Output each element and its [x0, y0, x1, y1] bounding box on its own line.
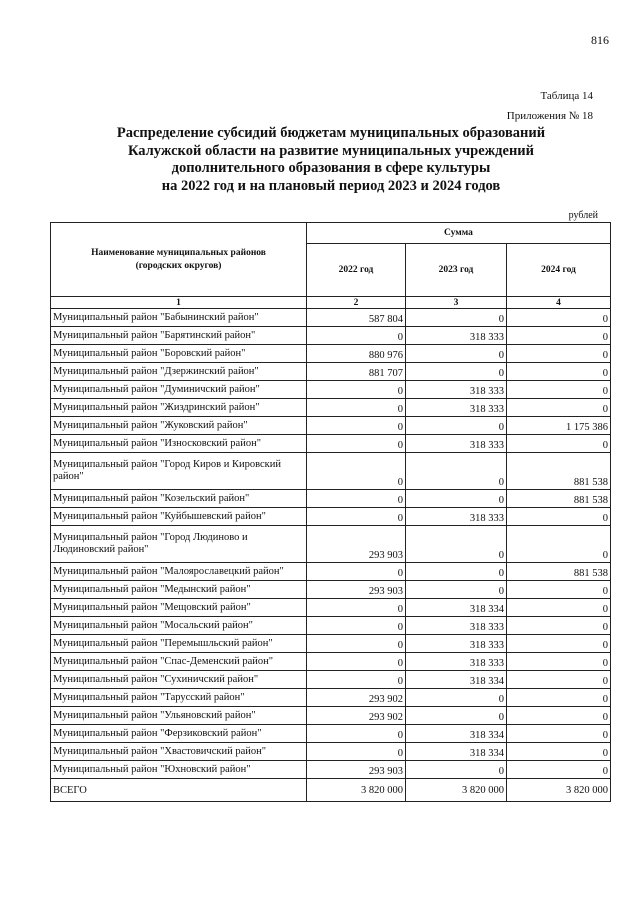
- total-2023: 3 820 000: [406, 779, 507, 802]
- amount-2022: 0: [307, 327, 406, 345]
- amount-2022: 293 903: [307, 761, 406, 779]
- amount-2022: 293 902: [307, 689, 406, 707]
- total-2022: 3 820 000: [307, 779, 406, 802]
- district-name: Муниципальный район "Малоярославецкий район": [51, 563, 307, 581]
- amount-2022: 880 976: [307, 345, 406, 363]
- amount-2022: 0: [307, 599, 406, 617]
- column-number: 1: [51, 297, 307, 309]
- amount-2024: 881 538: [507, 563, 611, 581]
- header-sum: Сумма: [307, 223, 611, 244]
- amount-2022: 0: [307, 635, 406, 653]
- column-number: 3: [406, 297, 507, 309]
- table-row: [51, 526, 611, 563]
- amount-2022: 0: [307, 490, 406, 508]
- district-name: Муниципальный район "Перемышльский район": [51, 635, 307, 653]
- table-row: [51, 617, 611, 635]
- amount-2023: 0: [406, 563, 507, 581]
- amount-2024: 0: [507, 435, 611, 453]
- district-name: Муниципальный район "Мосальский район": [51, 617, 307, 635]
- district-name: Муниципальный район "Город Людиново и Людиновский район": [51, 526, 307, 563]
- table-row: [51, 490, 611, 508]
- title-line: дополнительного образования в сфере культуры: [171, 160, 491, 176]
- table-row: [51, 725, 611, 743]
- district-name: Муниципальный район "Ульяновский район": [51, 707, 307, 725]
- amount-2024: 0: [507, 399, 611, 417]
- amount-2024: 0: [507, 309, 611, 327]
- district-name: Муниципальный район "Дзержинский район": [51, 363, 307, 381]
- table-row: [51, 453, 611, 490]
- table-row: [51, 327, 611, 345]
- amount-2022: 0: [307, 743, 406, 761]
- amount-2024: 0: [507, 689, 611, 707]
- amount-2024: 0: [507, 653, 611, 671]
- table-row: [51, 345, 611, 363]
- total-2024: 3 820 000: [507, 779, 611, 802]
- amount-2023: 318 334: [406, 743, 507, 761]
- amount-2022: 0: [307, 508, 406, 526]
- amount-2024: 0: [507, 345, 611, 363]
- title-line: Калужской области на развитие муниципальных учреждений: [127, 142, 535, 159]
- district-name: Муниципальный район "Износковский район": [51, 435, 307, 453]
- units-label: рублей: [568, 210, 598, 221]
- amount-2023: 318 333: [406, 617, 507, 635]
- district-name: Муниципальный район "Думиничский район": [51, 381, 307, 399]
- amount-2023: 0: [406, 581, 507, 599]
- district-name: Муниципальный район "Жиздринский район": [51, 399, 307, 417]
- amount-2022: 0: [307, 725, 406, 743]
- amount-2023: 0: [406, 345, 507, 363]
- amount-2024: 0: [507, 743, 611, 761]
- amount-2024: 0: [507, 327, 611, 345]
- district-name: Муниципальный район "Жуковский район": [51, 417, 307, 435]
- amount-2024: 0: [507, 599, 611, 617]
- amount-2022: 293 902: [307, 707, 406, 725]
- subsidy-table: [50, 222, 611, 802]
- amount-2024: 0: [507, 381, 611, 399]
- amount-2023: 0: [406, 526, 507, 563]
- amount-2024: 0: [507, 707, 611, 725]
- amount-2022: 0: [307, 417, 406, 435]
- amount-2024: 0: [507, 581, 611, 599]
- district-name: Муниципальный район "Сухиничский район": [51, 671, 307, 689]
- table-row: [51, 635, 611, 653]
- amount-2023: 318 334: [406, 671, 507, 689]
- header-year-2024: 2024 год: [507, 244, 611, 297]
- amount-2022: 0: [307, 435, 406, 453]
- amount-2023: 318 333: [406, 435, 507, 453]
- amount-2024: 1 175 386: [507, 417, 611, 435]
- amount-2024: 0: [507, 761, 611, 779]
- district-name: Муниципальный район "Медынский район": [51, 581, 307, 599]
- amount-2024: 0: [507, 526, 611, 563]
- table-row: [51, 563, 611, 581]
- amount-2023: 0: [406, 490, 507, 508]
- amount-2024: 0: [507, 363, 611, 381]
- amount-2023: 0: [406, 417, 507, 435]
- district-name: Муниципальный район "Боровский район": [51, 345, 307, 363]
- amount-2024: 0: [507, 671, 611, 689]
- amount-2023: 318 333: [406, 508, 507, 526]
- amount-2023: 318 333: [406, 381, 507, 399]
- amount-2022: 0: [307, 653, 406, 671]
- title-line: Распределение субсидий бюджетам муниципальных образований: [116, 125, 546, 141]
- amount-2024: 0: [507, 635, 611, 653]
- amount-2023: 318 334: [406, 725, 507, 743]
- amount-2024: 881 538: [507, 490, 611, 508]
- table-row: [51, 381, 611, 399]
- amount-2022: 587 804: [307, 309, 406, 327]
- table-row: [51, 581, 611, 599]
- table-row: [51, 707, 611, 725]
- amount-2023: 0: [406, 707, 507, 725]
- district-name: Муниципальный район "Бабынинский район": [51, 309, 307, 327]
- district-name: Муниципальный район "Ферзиковский район": [51, 725, 307, 743]
- table-body: [51, 309, 611, 779]
- district-name: Муниципальный район "Тарусский район": [51, 689, 307, 707]
- district-name: Муниципальный район "Барятинский район": [51, 327, 307, 345]
- amount-2023: 0: [406, 363, 507, 381]
- amount-2024: 881 538: [507, 453, 611, 490]
- amount-2022: 881 707: [307, 363, 406, 381]
- amount-2023: 318 333: [406, 399, 507, 417]
- column-number: 4: [507, 297, 611, 309]
- amount-2024: 0: [507, 725, 611, 743]
- table-row: [51, 653, 611, 671]
- header-name-line2: (городских округов): [135, 260, 222, 271]
- amount-2024: 0: [507, 617, 611, 635]
- table-row: [51, 743, 611, 761]
- total-row: [51, 779, 611, 802]
- amount-2023: 0: [406, 309, 507, 327]
- table-label: Таблица 14: [540, 90, 593, 102]
- district-name: Муниципальный район "Куйбышевский район": [51, 508, 307, 526]
- table-row: [51, 417, 611, 435]
- table-row: [51, 761, 611, 779]
- district-name: Муниципальный район "Спас-Деменский район": [51, 653, 307, 671]
- page-number: 816: [591, 33, 609, 47]
- table-row: [51, 309, 611, 327]
- appendix-label: Приложения № 18: [506, 110, 593, 122]
- amount-2024: 0: [507, 508, 611, 526]
- amount-2023: 0: [406, 761, 507, 779]
- amount-2022: 0: [307, 617, 406, 635]
- amount-2023: 0: [406, 689, 507, 707]
- header-year-2023: 2023 год: [406, 244, 507, 297]
- title-line: на 2022 год и на плановый период 2023 и 2024 годов: [161, 177, 501, 194]
- district-name: Муниципальный район "Юхновский район": [51, 761, 307, 779]
- amount-2023: 318 333: [406, 327, 507, 345]
- table-row: [51, 671, 611, 689]
- amount-2022: 293 903: [307, 526, 406, 563]
- header-district-name: [51, 223, 307, 297]
- amount-2022: 0: [307, 563, 406, 581]
- amount-2023: 318 334: [406, 599, 507, 617]
- table-row: [51, 399, 611, 417]
- header-year-2022: 2022 год: [307, 244, 406, 297]
- table-row: [51, 508, 611, 526]
- total-label: ВСЕГО: [51, 779, 307, 802]
- table-row: [51, 689, 611, 707]
- column-number: 2: [307, 297, 406, 309]
- amount-2022: 0: [307, 671, 406, 689]
- amount-2022: 0: [307, 453, 406, 490]
- district-name: Муниципальный район "Город Киров и Кировский район": [51, 453, 307, 490]
- table-row: [51, 435, 611, 453]
- amount-2023: 318 333: [406, 653, 507, 671]
- document-title: [40, 125, 622, 195]
- amount-2022: 293 903: [307, 581, 406, 599]
- district-name: Муниципальный район "Хвастовичский район": [51, 743, 307, 761]
- amount-2023: 0: [406, 453, 507, 490]
- table-row: [51, 599, 611, 617]
- amount-2022: 0: [307, 399, 406, 417]
- header-name-line1: Наименование муниципальных районов: [91, 247, 266, 258]
- table-row: [51, 363, 611, 381]
- district-name: Муниципальный район "Козельский район": [51, 490, 307, 508]
- amount-2023: 318 333: [406, 635, 507, 653]
- amount-2022: 0: [307, 381, 406, 399]
- district-name: Муниципальный район "Мещовский район": [51, 599, 307, 617]
